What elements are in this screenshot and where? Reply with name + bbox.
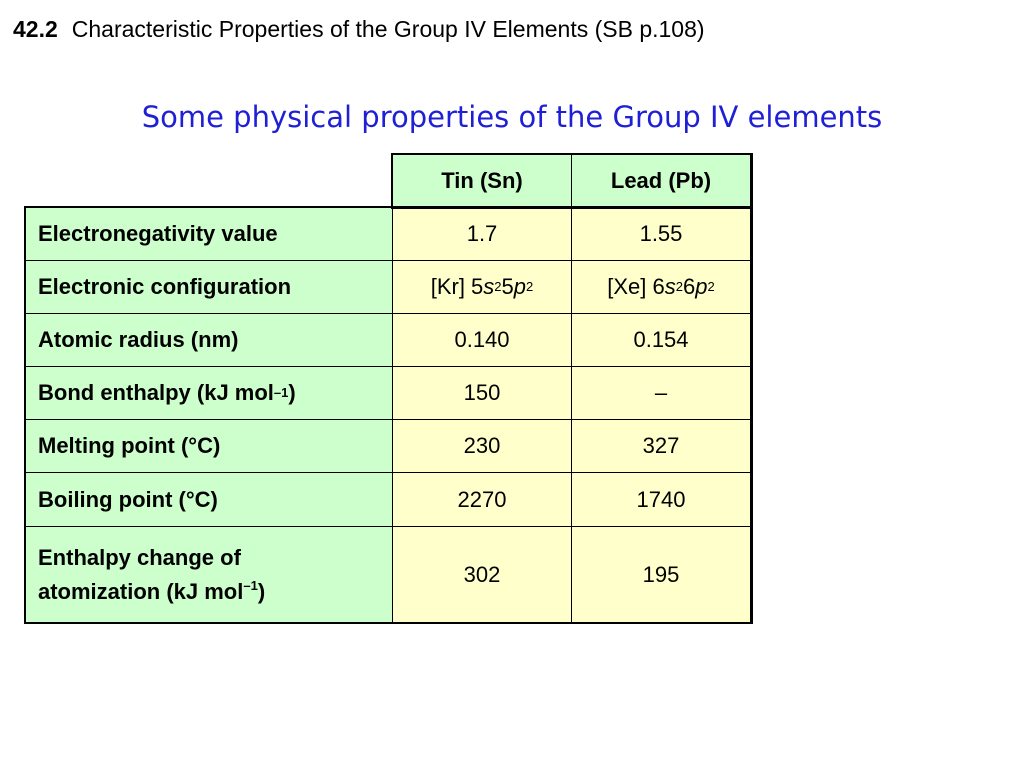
row-label-melting-point: Melting point (°C) [25, 419, 393, 473]
cell-lead-enthalpy-atomization: 195 [571, 526, 751, 623]
cell-tin-electronic-configuration: [Kr] 5 s 2 5 p 2 [392, 260, 572, 314]
row-label-boiling-point: Boiling point (°C) [25, 472, 393, 527]
section-title: Characteristic Properties of the Group IV Elements (SB p.108) [71, 16, 705, 42]
row-label-atomic-radius: Atomic radius (nm) [25, 313, 393, 367]
cell-tin-melting-point: 230 [392, 419, 572, 473]
cell-tin-electronegativity: 1.7 [392, 207, 572, 261]
section-number: 42.2 [13, 16, 58, 42]
cell-tin-bond-enthalpy: 150 [392, 366, 572, 420]
cell-tin-enthalpy-atomization: 302 [392, 526, 572, 623]
row-label-electronic-configuration: Electronic configuration [25, 260, 393, 314]
column-header-tin: Tin (Sn) [392, 154, 572, 208]
cell-lead-boiling-point: 1740 [571, 472, 751, 527]
cell-lead-atomic-radius: 0.154 [571, 313, 751, 367]
column-header-lead: Lead (Pb) [571, 154, 751, 208]
cell-lead-electronegativity: 1.55 [571, 207, 751, 261]
cell-lead-electronic-configuration: [Xe] 6 s 2 6 p 2 [571, 260, 751, 314]
cell-lead-bond-enthalpy: – [571, 366, 751, 420]
cell-lead-melting-point: 327 [571, 419, 751, 473]
row-label-enthalpy-atomization: Enthalpy change of atomization (kJ mol$^{-1}$) [25, 526, 393, 623]
slide-subtitle: Some physical properties of the Group IV elements [141, 100, 883, 134]
cell-tin-atomic-radius: 0.140 [392, 313, 572, 367]
cell-tin-boiling-point: 2270 [392, 472, 572, 527]
row-label-electronegativity: Electronegativity value [25, 207, 393, 261]
row-label-bond-enthalpy: Bond enthalpy (kJ mol –1 ) [25, 366, 393, 420]
